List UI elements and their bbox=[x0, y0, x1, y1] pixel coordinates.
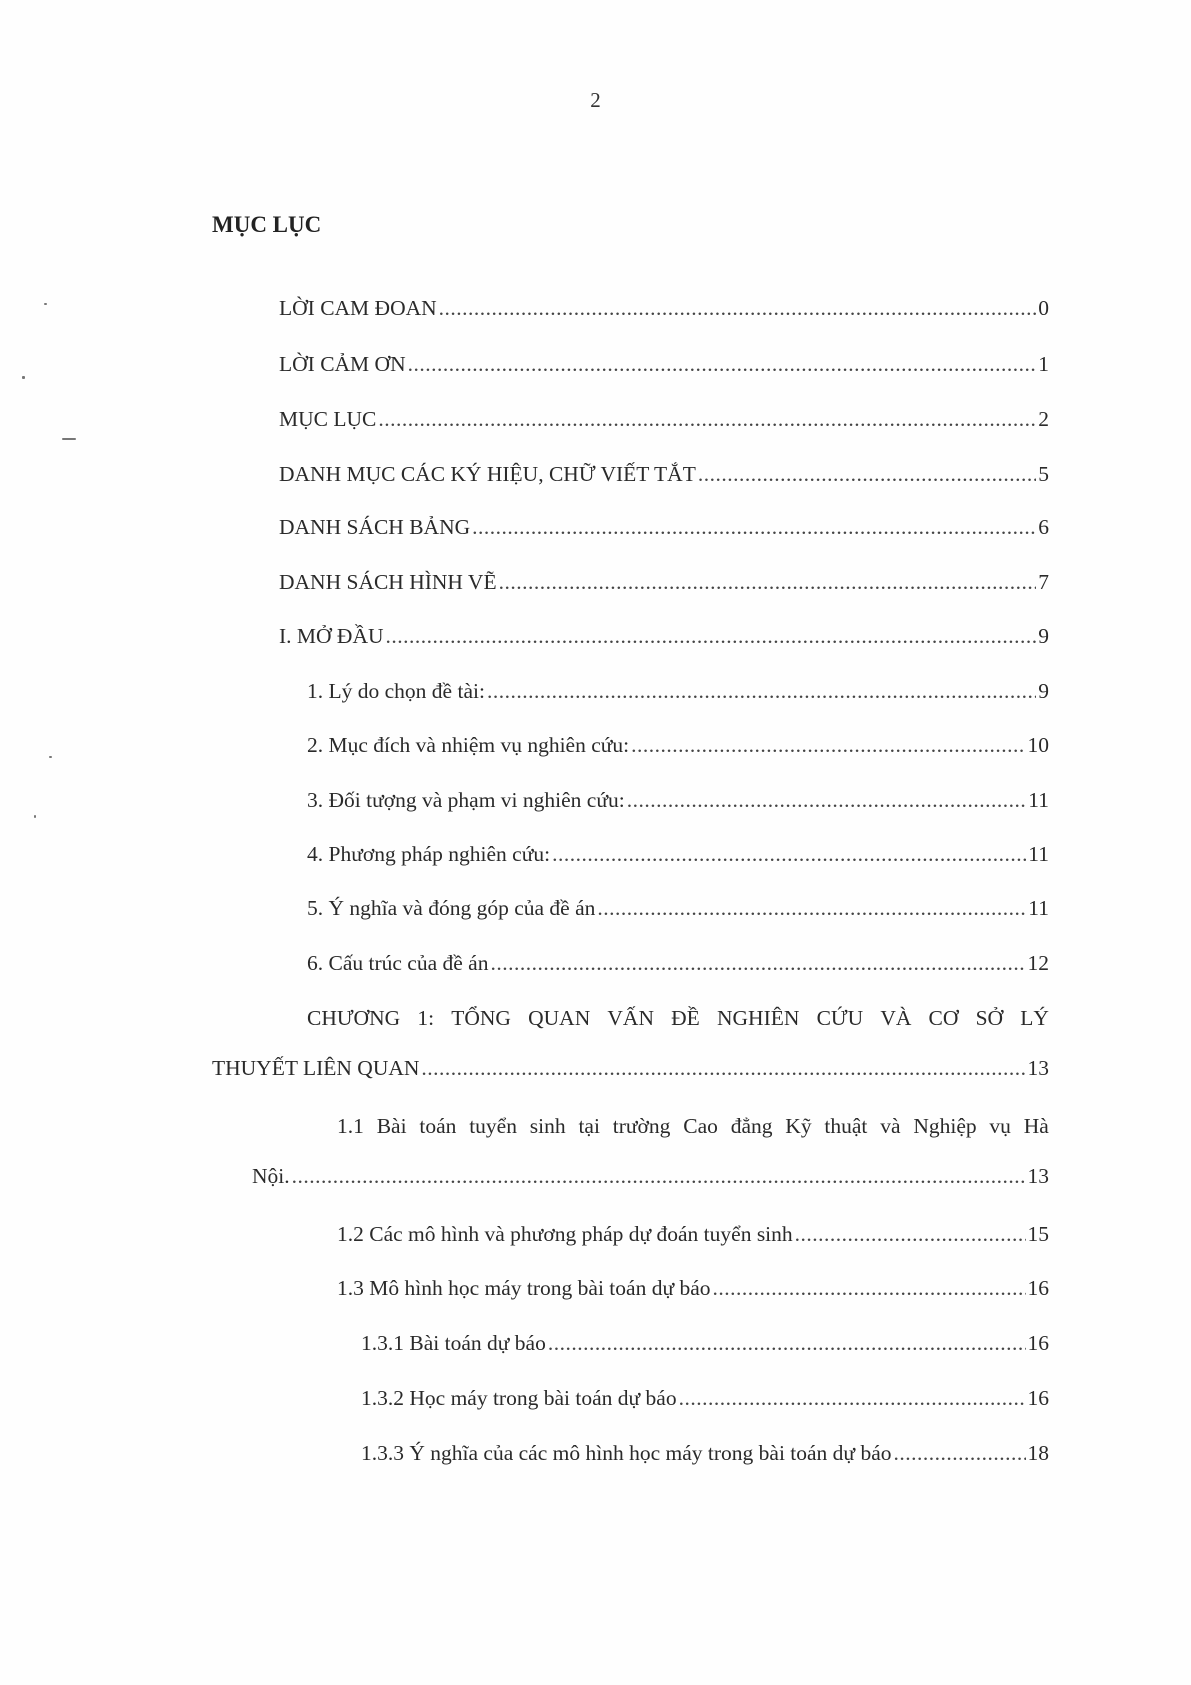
dot-leader bbox=[698, 459, 1036, 489]
toc-entry-label: DANH SÁCH BẢNG bbox=[279, 515, 471, 539]
toc-entry-1-1[interactable] bbox=[0, 1111, 1191, 1197]
toc-entry-label: DANH MỤC CÁC KÝ HIỆU, CHỮ VIẾT TẮT bbox=[279, 462, 696, 486]
toc-entry-page: 6 bbox=[1038, 515, 1049, 539]
toc-entry[interactable] bbox=[0, 1438, 1191, 1468]
toc-entry-label: 4. Phương pháp nghiên cứu: bbox=[307, 842, 551, 866]
toc-entry-label: 1.3.1 Bài toán dự báo bbox=[361, 1331, 546, 1355]
toc-entry-page: 13 bbox=[1027, 1056, 1049, 1080]
toc-entry-page: 18 bbox=[1027, 1441, 1049, 1465]
toc-entry-page: 11 bbox=[1028, 896, 1049, 920]
dot-leader bbox=[795, 1219, 1026, 1249]
dot-leader bbox=[487, 676, 1036, 706]
dot-leader bbox=[631, 730, 1025, 760]
toc-entry-label: 1.3.3 Ý nghĩa của các mô hình học máy trong bài toán dự báo bbox=[361, 1441, 892, 1465]
toc-entry[interactable] bbox=[0, 948, 1191, 978]
toc-entry-label: 1.2 Các mô hình và phương pháp dự đoán tuyển sinh bbox=[337, 1222, 793, 1246]
toc-entry-page: 2 bbox=[1038, 407, 1049, 431]
dot-leader bbox=[894, 1438, 1026, 1468]
dot-leader bbox=[679, 1383, 1026, 1413]
toc-entry-page: 15 bbox=[1027, 1222, 1049, 1246]
toc-entry[interactable] bbox=[0, 404, 1191, 434]
toc-entry-page: 16 bbox=[1027, 1276, 1049, 1300]
toc-entry-page: 10 bbox=[1027, 733, 1049, 757]
toc-entry-page: 5 bbox=[1038, 462, 1049, 486]
toc-entry-chapter-1[interactable] bbox=[0, 1003, 1191, 1089]
toc-entry-page: 0 bbox=[1038, 296, 1049, 320]
dot-leader bbox=[552, 839, 1026, 869]
toc-heading: MỤC LỤC bbox=[212, 212, 322, 237]
toc-entry-label-line1: 1.1 Bài toán tuyển sinh tại trường Cao đẳng Kỹ thuật và Nghiệp vụ Hà bbox=[337, 1114, 1049, 1138]
toc-entry-page: 9 bbox=[1038, 679, 1049, 703]
toc-entry-label: 5. Ý nghĩa và đóng góp của đề án bbox=[307, 896, 596, 920]
toc-entry-page: 16 bbox=[1027, 1386, 1049, 1410]
toc-entry[interactable] bbox=[0, 1383, 1191, 1413]
toc-entry[interactable] bbox=[0, 893, 1191, 923]
toc-entry-page: 9 bbox=[1038, 624, 1049, 648]
dot-leader bbox=[421, 1053, 1025, 1083]
toc-entry-label: 1.3 Mô hình học máy trong bài toán dự báo bbox=[337, 1276, 711, 1300]
page-number: 2 bbox=[590, 88, 601, 112]
toc-entry[interactable] bbox=[0, 1219, 1191, 1249]
toc-entry-label: LỜI CẢM ƠN bbox=[279, 352, 406, 376]
dot-leader bbox=[597, 893, 1026, 923]
toc-entry-label: 1. Lý do chọn đề tài: bbox=[307, 679, 485, 703]
dot-leader bbox=[439, 293, 1037, 323]
toc-entry-label: I. MỞ ĐẦU bbox=[279, 624, 384, 648]
dot-leader bbox=[292, 1161, 1026, 1191]
dot-leader bbox=[386, 621, 1037, 651]
toc-entry-label-line2: THUYẾT LIÊN QUAN bbox=[212, 1056, 420, 1080]
toc-entry-page: 16 bbox=[1027, 1331, 1049, 1355]
toc-entry[interactable] bbox=[0, 730, 1191, 760]
toc-entry-label-line2: Nội. bbox=[252, 1164, 290, 1188]
toc-entry-label-line1: CHƯƠNG 1: TỔNG QUAN VẤN ĐỀ NGHIÊN CỨU VÀ CƠ SỞ LÝ bbox=[307, 1006, 1049, 1030]
toc-entry-page: 13 bbox=[1027, 1164, 1049, 1188]
toc-entry-page: 7 bbox=[1038, 570, 1049, 594]
dot-leader bbox=[472, 512, 1036, 542]
toc-entry[interactable] bbox=[0, 676, 1191, 706]
toc-entry[interactable] bbox=[0, 1328, 1191, 1358]
toc-entry[interactable] bbox=[0, 293, 1191, 323]
dot-leader bbox=[408, 349, 1037, 379]
dot-leader bbox=[490, 948, 1025, 978]
dot-leader bbox=[548, 1328, 1026, 1358]
toc-entry-label: LỜI CAM ĐOAN bbox=[279, 296, 437, 320]
toc-entry-label: DANH SÁCH HÌNH VẼ bbox=[279, 570, 497, 594]
scan-artifact bbox=[62, 438, 76, 440]
toc-entry[interactable] bbox=[0, 512, 1191, 542]
toc-entry-page: 11 bbox=[1028, 788, 1049, 812]
toc-entry[interactable] bbox=[0, 459, 1191, 489]
toc-entry-page: 1 bbox=[1038, 352, 1049, 376]
dot-leader bbox=[627, 785, 1027, 815]
toc-entry[interactable] bbox=[0, 349, 1191, 379]
toc-entry-label: 1.3.2 Học máy trong bài toán dự báo bbox=[361, 1386, 677, 1410]
toc-entry[interactable] bbox=[0, 785, 1191, 815]
toc-entry-page: 11 bbox=[1028, 842, 1049, 866]
toc-entry-label: 2. Mục đích và nhiệm vụ nghiên cứu: bbox=[307, 733, 630, 757]
toc-entry[interactable] bbox=[0, 839, 1191, 869]
toc-entry-label: MỤC LỤC bbox=[279, 407, 377, 431]
dot-leader bbox=[499, 567, 1037, 597]
dot-leader bbox=[713, 1273, 1026, 1303]
dot-leader bbox=[378, 404, 1036, 434]
toc-entry[interactable] bbox=[0, 621, 1191, 651]
toc-entry-page: 12 bbox=[1027, 951, 1049, 975]
scan-artifact bbox=[34, 815, 36, 818]
toc-entry[interactable] bbox=[0, 567, 1191, 597]
toc-entry-label: 3. Đối tượng và phạm vi nghiên cứu: bbox=[307, 788, 625, 812]
toc-entry-label: 6. Cấu trúc của đề án bbox=[307, 951, 489, 975]
toc-entry[interactable] bbox=[0, 1273, 1191, 1303]
